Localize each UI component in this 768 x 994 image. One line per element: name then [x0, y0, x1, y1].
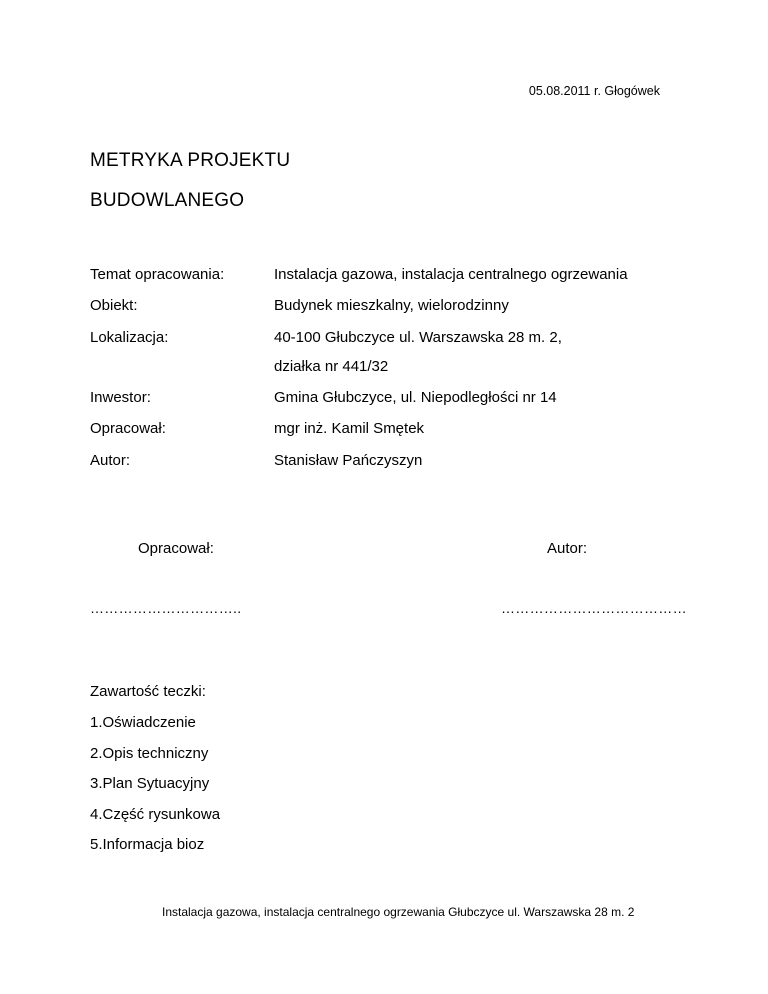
signature-label-prepared-by: Opracował: — [138, 540, 214, 557]
list-item: 5.Informacja bioz — [90, 836, 205, 853]
list-item: 4.Część rysunkowa — [90, 806, 221, 823]
list-item: 1.Oświadczenie — [90, 714, 196, 731]
date-place: 05.08.2011 r. Głogówek — [528, 84, 660, 98]
detail-value-object: Budynek mieszkalny, wielorodzinny — [274, 297, 509, 314]
detail-value-plot: działka nr 441/32 — [274, 358, 389, 375]
detail-label-prepared-by: Opracował: — [90, 420, 166, 437]
document-title-line-1: METRYKA PROJEKTU — [90, 150, 291, 171]
detail-value-location: 40-100 Głubczyce ul. Warszawska 28 m. 2, — [274, 329, 562, 346]
detail-label-location: Lokalizacja: — [90, 329, 169, 346]
contents-heading: Zawartość teczki: — [90, 683, 206, 700]
detail-label-author: Autor: — [90, 452, 131, 469]
page-footer: Instalacja gazowa, instalacja centralnego ogrzewania Głubczyce ul. Warszawska 28 m. 2 — [162, 905, 635, 919]
signature-line-author: ………………………………… — [501, 600, 687, 616]
detail-value-prepared-by: mgr inż. Kamil Smętek — [274, 420, 425, 437]
list-item: 2.Opis techniczny — [90, 745, 209, 762]
document-title-line-2: BUDOWLANEGO — [90, 190, 245, 211]
detail-label-subject: Temat opracowania: — [90, 266, 225, 283]
detail-value-subject: Instalacja gazowa, instalacja centralnego ogrzewania — [274, 266, 628, 283]
detail-label-investor: Inwestor: — [90, 389, 151, 406]
detail-value-author: Stanisław Pańczyszyn — [274, 452, 423, 469]
list-item: 3.Plan Sytuacyjny — [90, 775, 210, 792]
detail-label-object: Obiekt: — [90, 297, 138, 314]
signature-line-prepared-by: ………………………….. — [90, 600, 242, 616]
signature-label-author: Autor: — [547, 540, 588, 557]
detail-value-investor: Gmina Głubczyce, ul. Niepodległości nr 14 — [274, 389, 557, 406]
